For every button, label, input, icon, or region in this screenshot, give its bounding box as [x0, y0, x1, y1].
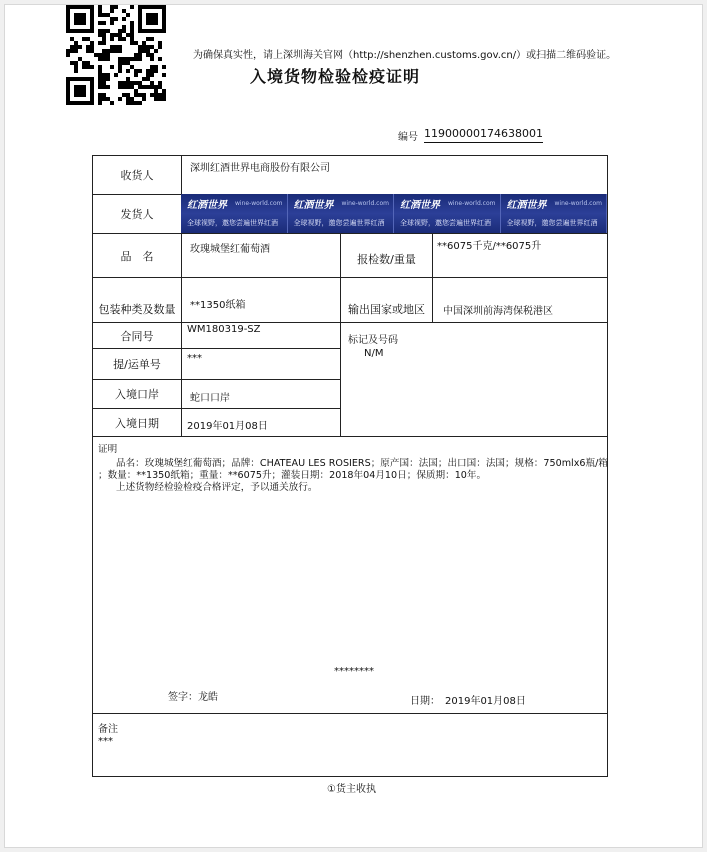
qr-code [66, 5, 166, 105]
signature: 签字：龙皓 [168, 692, 218, 703]
origin-value: 中国深圳前海湾保税港区 [443, 306, 553, 317]
product-name-label: 品 名 [120, 249, 154, 263]
banner-segment [394, 194, 501, 233]
serial-number: 11900000174638001 [424, 127, 543, 143]
marks-label: 标记及号码 [348, 335, 398, 346]
packing-label: 包装种类及数量 [98, 303, 176, 316]
banner-segment [181, 194, 288, 233]
serial-label: 编号 [398, 132, 418, 143]
banner-logo: 红酒世界 [400, 200, 440, 211]
declared-quantity-value: **6075千克/**6075升 [437, 241, 542, 252]
bill-of-lading-value: *** [187, 353, 202, 364]
banner-site: wine-world.com [554, 200, 602, 207]
banner-segment [501, 194, 608, 233]
contract-value: WM180319-SZ [187, 324, 261, 335]
remarks-label: 备注 [98, 724, 118, 735]
consignee-label: 收货人 [120, 169, 154, 182]
remarks-value: *** [98, 736, 113, 747]
document-title: 入境货物检验检疫证明 [250, 67, 421, 86]
consignee-value: 深圳红酒世界电商股份有限公司 [190, 163, 330, 174]
banner-site: wine-world.com [448, 200, 496, 207]
banner-slogan: 全球视野，邀您尝遍世界红酒 [187, 219, 278, 227]
banner-logo: 红酒世界 [187, 200, 227, 211]
entry-date-label: 入境日期 [115, 416, 159, 430]
banner-logo: 红酒世界 [293, 200, 334, 211]
verification-notice: 为确保真实性，请上深圳海关官网（http://shenzhen.customs.gov.cn/）或扫描二维码验证。 [193, 50, 617, 61]
declared-quantity-label: 报检数/重量 [357, 252, 416, 266]
product-name-value: 玫瑰城堡红葡萄酒 [190, 244, 270, 255]
consignor-watermark-banner [181, 194, 607, 233]
banner-logo: 红酒世界 [506, 200, 547, 211]
entry-date-value: 2019年01月08日 [187, 421, 268, 432]
banner-slogan: 全球视野，邀您尝遍世界红酒 [506, 219, 598, 227]
banner-slogan: 全球视野，邀您尝遍世界红酒 [400, 219, 491, 227]
certification-label: 证明 [98, 444, 118, 455]
copy-designation: ①货主收执 [327, 784, 376, 795]
consignor-label: 发货人 [120, 208, 154, 221]
certification-stars: ******** [334, 666, 374, 677]
banner-site: wine-world.com [235, 200, 283, 207]
origin-label: 输出国家或地区 [348, 303, 425, 316]
banner-site: wine-world.com [341, 200, 389, 207]
packing-value: **1350纸箱 [190, 300, 246, 311]
banner-slogan: 全球视野，邀您尝遍世界红酒 [293, 219, 385, 227]
banner-segment [288, 194, 395, 233]
certification-line-3: 上述货物经检验检疫合格评定，予以通关放行。 [116, 482, 318, 493]
marks-value: N/M [364, 348, 384, 359]
entry-port-label: 入境口岸 [115, 388, 159, 401]
certification-line-1: 品名：玫瑰城堡红葡萄酒；品牌：CHATEAU LES ROSIERS；原产国：法国；出口国：法国；规格：750mlx6瓶/箱 [116, 458, 608, 469]
certification-date: 日期： 2019年01月08日 [410, 696, 526, 707]
bill-of-lading-label: 提/运单号 [113, 358, 161, 371]
contract-label: 合同号 [120, 329, 154, 343]
entry-port-value: 蛇口口岸 [190, 393, 230, 404]
certification-line-2: ；数量：**1350纸箱；重量：**6075升；灌装日期：2018年04月10日；保质期：10年。 [98, 470, 487, 481]
